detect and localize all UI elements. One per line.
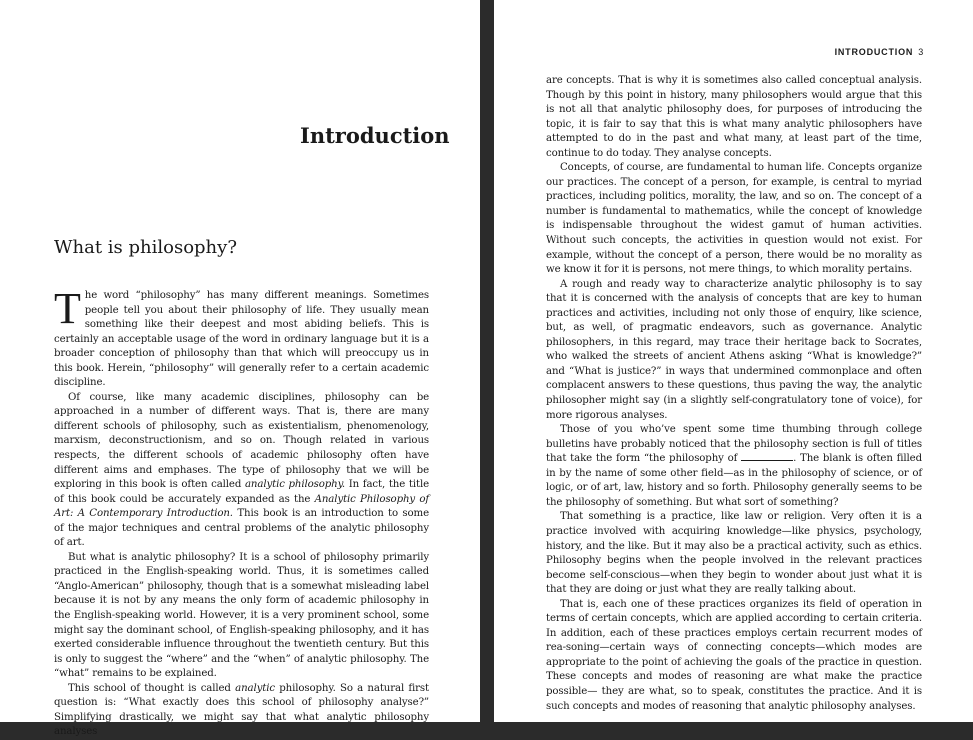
paragraph [546,423,922,510]
italic-term: analytic [235,682,275,694]
book-title-italic: Analytic Philosophy of Art: A Contemporary Introduction. [54,493,429,520]
paragraph [546,510,922,597]
left-body-text [54,284,430,740]
paragraph [54,551,429,682]
paragraph-text: he word “philosophy” has many different meanings. Sometimes people tell you about their philosophy of life. They usually mean something like their deepest and most abiding beliefs. This is certainly an acceptable usage of the word in ordinary language but it is a broader conception of philosophy than that which will preoccupy us in this book. Herein, “philosophy” will generally refer to a certain academic discipline. [54,290,429,389]
right-page [494,0,973,722]
paragraph-text: A rough and ready way to characterize analytic philosophy is to say that it is concerned with the analysis of concepts that are key to human practices and activities, including not only those of enquiry, like science, but, as well, of pragmatic endeavors, such as governance. Analytic philosophers, in this regard, may trace their heritage back to Socrates, who walked the streets of ancient Athens asking “What is knowledge?” and “What is justice?” in ways that undermined commonplace and often complacent answers to these questions, thus paving the way, the analytic philosopher might say (in a slightly self-congratulatory tone of voice), for more rigorous analyses. [546,278,922,421]
paragraph-text: In fact, the title of this book could be accurately expanded as the [54,479,429,505]
paragraph [546,161,922,277]
paragraph-text: philosophy. So a natural first question is: “What exactly does this school of philosophy analyse?” Simplifying drastically, we might say that what analytic philosophy analyses [54,682,429,738]
paragraph-text: Of course, like many academic disciplines, philosophy can be approached in a number of different ways. That is, there are many different schools of philosophy, such as existentialism, phenomenology, marxism, deconstructionism, and so on. Though related in various respects, the different schools of academic philosophy often have different aims and emphases. The type of philosophy that we will be exploring in this book is often called [54,391,429,491]
paragraph-text: But what is analytic philosophy? It is a school of philosophy primarily practiced in the English-speaking world. Thus, it is sometimes called “Anglo-American” philosophy, though that is a somewhat misleading label because it is not by any means the only form of academic philosophy in the English-speaking world. However, it is a very prominent school, some might say the dominant school, of English-speaking philosophy, and it has exerted considerable influence throughout the twentieth century. But this is only to suggest the “where” and the “when” of analytic philosophy. The “what” remains to be explained. [54,551,429,680]
paragraph [546,74,922,161]
paragraph-text: . The blank is often filled in by the name of some other field—as in the philosophy of science, or of logic, or of art, law, history and so forth. Philosophy generally seems to be the philosophy of something. But what sort of something? [546,453,922,508]
paragraph-text: That is, each one of these practices organizes its field of operation in terms of certain concepts, which are applied according to certain criteria. In addition, each of these practices employs certain recurrent modes of rea-soning—certain ways of connecting concepts—which modes are appropriate to the point of achieving the goals of the practice in question. These concepts and modes of reasoning are what make the practice possible— they are what, so to speak, constitutes the practice. And it is such concepts and modes of reasoning that analytic philosophy analyses. [546,598,922,712]
paragraph-text: This book is an introduction to some of the major techniques and central problems of the analytic philosophy of art. [54,508,430,549]
fill-in-blank [741,452,793,461]
running-head [820,47,924,57]
section-heading: What is philosophy? [54,237,237,258]
paragraph [546,278,922,423]
paragraph [54,391,429,551]
paragraph-text: are concepts. That is why it is sometimes also called conceptual analysis. Though by this point in history, many philosophers would argue that this is not all that analytic philosophy does, for purposes of introducing the topic, it is fair to say that this is what many analytic philosophers have attempted to do in the past and what many, at least part of the time, continue to do today. They analyse concepts. [546,75,922,159]
paragraph-text: Concepts, of course, are fundamental to human life. Concepts organize our practices. The concept of a person, for example, is central to myriad practices, including politics, morality, the law, and so on. The concept of a number is fundamental to mathematics, while the concept of knowledge is indispensable throughout the widest gamut of human activities. Without such concepts, the activities in question would not exist. For example, without the concept of a person, there would be no morality as we know it for it is persons, not mere things, to which morality pertains. [546,162,922,276]
paragraph-text: This school of thought is called [68,682,236,694]
running-head-title: INTRODUCTION [834,47,914,57]
paragraph [54,284,429,391]
chapter-title: Introduction [300,123,450,148]
left-page [0,0,480,738]
page-number: 3 [918,47,924,57]
paragraph-text: That something is a practice, like law or religion. Very often it is a practice involved with acquiring knowledge—like physics, psychology, history, and the like. But it may also be a practical activity, such as ethics. Philosophy begins when the people involved in the relevant practices become self-conscious—when they begin to wonder about just what it is that they are doing or just what they are really talking about. [546,511,922,596]
paragraph [54,682,429,740]
paragraph [546,598,922,714]
paragraph-text: Those of you who’ve spent some time thumbing through college bulletins have probably noticed that the philosophy section is full of titles that take the form “the philosophy of [546,424,922,465]
italic-term: analytic philosophy. [244,479,346,491]
right-body-text [546,74,922,714]
drop-cap: T [54,284,81,333]
